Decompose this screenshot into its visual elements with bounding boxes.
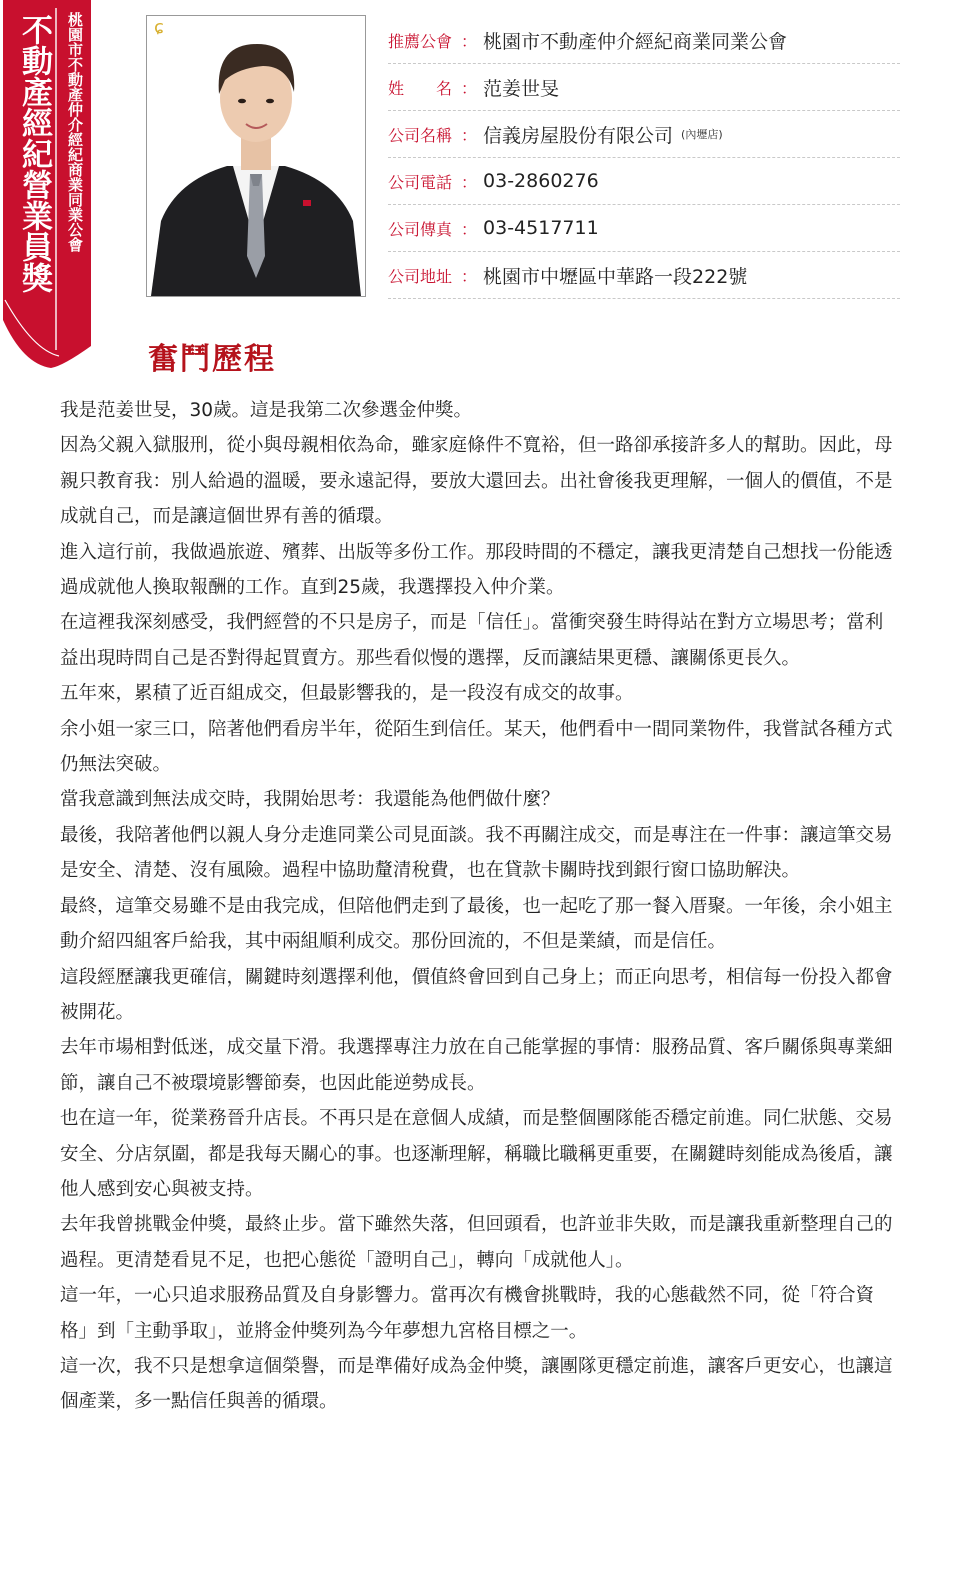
paragraph: 這一次，我不只是想拿這個榮譽，而是準備好成為金仲獎，讓團隊更穩定前進，讓客戶更安心，也讓這個產業，多一點信任與善的循環。 [60,1355,893,1413]
company-value: 信義房屋股份有限公司 [483,124,674,147]
paragraph: 去年市場相對低迷，成交量下滑。我選擇專注力放在自己能掌握的事情：服務品質、客戶關係與專業細節，讓自己不被環境影響節奏，也因此能逆勢成長。 [60,1037,893,1094]
paragraph: 進入這行前，我做過旅遊、殯葬、出版等多份工作。那段時間的不穩定，讓我更清楚自己想找一份能透過成就他人換取報酬的工作。直到25歲，我選擇投入仲介業。 [60,541,893,599]
paragraph: 這一年，一心只追求服務品質及自身影響力。當再次有機會挑戰時，我的心態截然不同，從「符合資格」到「主動爭取」，並將金仲獎列為今年夢想九宮格目標之一。 [60,1285,875,1342]
paragraph: 去年我曾挑戰金仲獎，最終止步。當下雖然失落，但回頭看，也許並非失敗，而是讓我重新整理自己的過程。更清楚看見不足，也把心態從「證明自己」，轉向「成就他人」。 [60,1214,893,1271]
paragraph: 我是范姜世旻，30歲。這是我第二次參選金仲獎。 [60,400,473,421]
paragraph: 余小姐一家三口，陪著他們看房半年，從陌生到信任。某天，他們看中一間同業物件，我嘗試各種方式仍無法突破。 [60,718,893,776]
gold-badge-icon: ɕ [154,17,164,38]
phone-value: 03-2860276 [483,170,599,192]
recommend-label: 推薦公會 [388,31,453,51]
row-address: 公司地址 ： 桃園市中壢區中華路一段222號 [388,252,900,299]
row-name: 姓 名 ： 范姜世旻 [388,64,900,111]
company-label: 公司名稱 [388,125,453,145]
paragraph: 因為父親入獄服刑，從小與母親相依為命，雖家庭條件不寬裕，但一路卻承接許多人的幫助。因此，母親只教育我：別人給過的溫暖，要永遠記得，要放大還回去。出社會後我更理解，一個人的價值，不是成就自己，而是讓這個世界有善的循環。 [60,435,893,528]
row-phone: 公司電話 ： 03-2860276 [388,158,900,205]
info-table [388,17,900,299]
association-name-vertical: 桃園市不動產仲介經紀商業同業公會 [66,12,84,252]
recommend-value: 桃園市不動產仲介經紀商業同業公會 [483,30,788,53]
award-title: 不動產經紀營業員獎 [16,14,52,293]
address-label: 公司地址 [388,266,453,286]
award-banner [3,0,93,370]
paragraph: 最終，這筆交易雖不是由我完成，但陪他們走到了最後，也一起吃了那一餐入厝聚。一年後，余小姐主動介紹四組客戶給我，其中兩組順利成交。那份回流的，不但是業績，而是信任。 [60,895,893,953]
paragraph: 這段經歷讓我更確信，關鍵時刻選擇利他，價值終會回到自己身上；而正向思考，相信每一份投入都會被開花。 [60,966,893,1023]
address-value: 桃園市中壢區中華路一段222號 [483,265,748,288]
paragraph: 也在這一年，從業務晉升店長。不再只是在意個人成績，而是整個團隊能否穩定前進。同仁狀態、交易安全、分店氛圍，都是我每天關心的事。也逐漸理解，稱職比職稱更重要，在關鍵時刻能成為後盾，讓他人感到安心與被支持。 [60,1108,893,1200]
company-branch: (內壢店) [681,128,723,141]
name-value: 范姜世旻 [483,77,560,100]
phone-label: 公司電話 [388,172,453,192]
row-recommend: 推薦公會 ： 桃園市不動產仲介經紀商業同業公會 [388,17,900,64]
essay-body [60,393,896,1420]
row-fax: 公司傳真 ： 03-4517711 [388,205,900,252]
row-company: 公司名稱 ： 信義房屋股份有限公司 (內壢店) [388,111,900,158]
paragraph: 當我意識到無法成交時，我開始思考：我還能為他們做什麼？ [60,789,560,811]
fax-label: 公司傳真 [388,219,453,239]
section-title: 奮鬥歷程 [148,342,276,377]
fax-value: 03-4517711 [483,217,599,239]
paragraph: 最後，我陪著他們以親人身分走進同業公司見面談。我不再關注成交，而是專注在一件事：讓這筆交易是安全、清楚、沒有風險。過程中協助釐清稅費，也在貸款卡關時找到銀行窗口協助解決。 [60,824,893,882]
name-label: 姓 名 [388,78,453,98]
paragraph: 五年來，累積了近百組成交，但最影響我的，是一段沒有成交的故事。 [60,683,634,705]
portrait-photo [146,15,366,297]
paragraph: 在這裡我深刻感受，我們經營的不只是房子，而是「信任」。當衝突發生時得站在對方立場思考；當利益出現時問自己是否對得起買賣方。那些看似慢的選擇，反而讓結果更穩、讓關係更長久。 [60,612,884,669]
